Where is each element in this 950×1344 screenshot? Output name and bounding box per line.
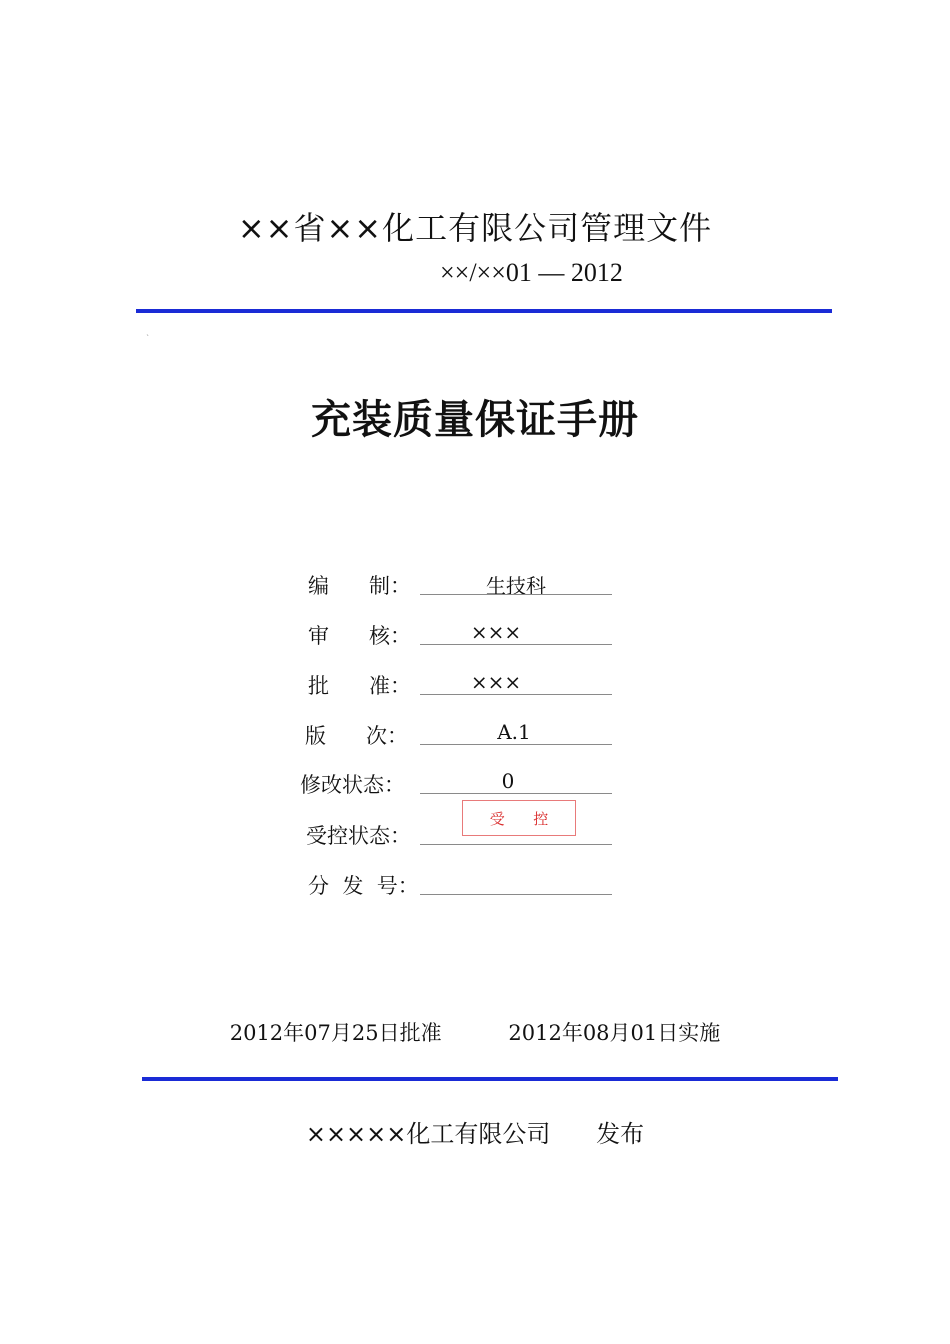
field-label: 审 核： xyxy=(308,624,412,648)
field-value: ××× xyxy=(470,670,522,694)
document-title: 充装质量保证手册 xyxy=(311,397,639,443)
field-value: 0 xyxy=(501,769,515,793)
publisher-name: ×××××化工有限公司 xyxy=(305,1120,551,1148)
document-code: ××/××01 — 2012 xyxy=(440,258,623,287)
underline xyxy=(420,694,612,695)
controlled-stamp: 受 控 xyxy=(462,800,576,836)
field-row-revision-status xyxy=(0,769,950,799)
publish-action: 发布 xyxy=(596,1120,645,1148)
field-row-distribution-number xyxy=(0,870,950,900)
stray-mark: ` xyxy=(146,334,150,343)
field-row-reviewed xyxy=(0,620,950,650)
field-row-approved xyxy=(0,670,950,700)
underline xyxy=(420,644,612,645)
field-row-edition xyxy=(0,720,950,750)
field-label: 版 次： xyxy=(305,724,409,748)
dates-line xyxy=(0,1017,950,1047)
effective-date: 2012年08月01日实施 xyxy=(508,1021,721,1045)
header-divider xyxy=(136,309,832,313)
field-label: 编 制： xyxy=(308,574,412,598)
field-value: 生技科 xyxy=(486,574,546,598)
publisher-line xyxy=(0,1114,950,1149)
underline xyxy=(420,844,612,845)
approval-date: 2012年07月25日批准 xyxy=(229,1021,442,1045)
footer-divider xyxy=(142,1077,838,1081)
underline xyxy=(420,594,612,595)
underline xyxy=(420,894,612,895)
field-label: 批 准： xyxy=(308,674,412,698)
field-label: 修改状态： xyxy=(300,773,405,797)
field-label: 分 发 号： xyxy=(308,874,419,898)
field-value: ××× xyxy=(470,620,522,644)
underline xyxy=(420,744,612,745)
org-title: ××省××化工有限公司管理文件 xyxy=(237,209,713,247)
underline xyxy=(420,793,612,794)
field-value: A.1 xyxy=(497,720,531,744)
field-label: 受控状态： xyxy=(306,824,411,848)
field-row-compiled xyxy=(0,570,950,600)
